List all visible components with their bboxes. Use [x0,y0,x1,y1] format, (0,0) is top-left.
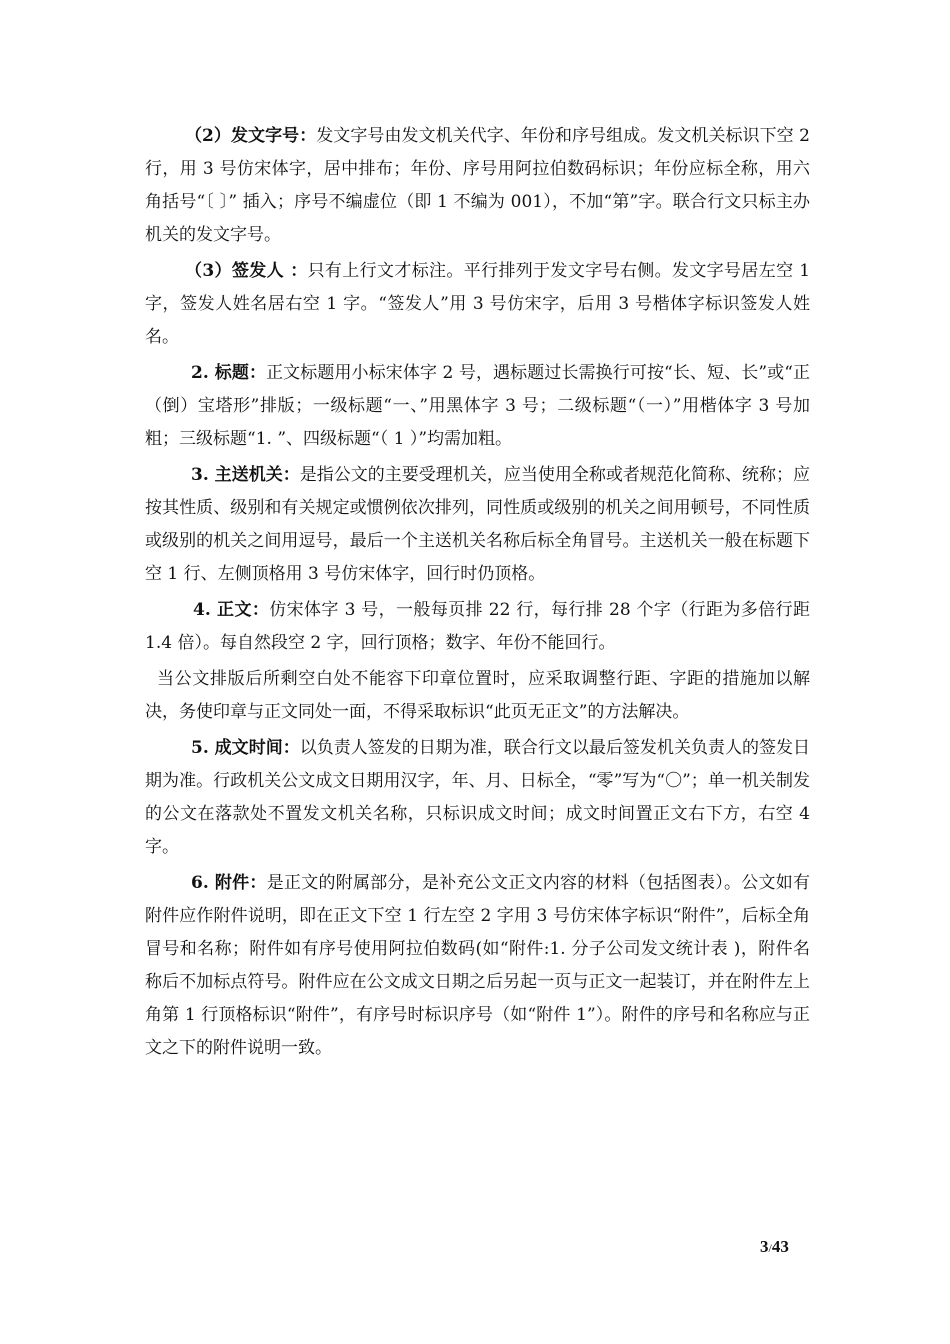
paragraph-text: 当公文排版后所剩空白处不能容下印章位置时，应采取调整行距、字距的措施加以解决，务使印章与正文同处一面，不得采取标识“此页无正文”的方法解决。 [145,669,810,722]
paragraph-heading: 4. 正文： [193,600,270,620]
paragraph-body-text [145,594,810,660]
paragraph-issue-date [145,732,810,864]
paragraph-heading: 6. 附件： [191,873,267,893]
paragraph-text: 发文字号由发文机关代字、年份和序号组成。发文机关标识下空 2 行，用 3 号仿宋体字，居中排布；年份、序号用阿拉伯数码标识；年份应标全称，用六角括号“〔 〕” 插入；序号不编虚位（即 1 不编为 001），不加“第”字。联合行文只标主办机关的发文字号。 [145,126,810,245]
paragraph-heading: （3）签发人 ： [185,261,308,281]
paragraph-seal-layout [145,663,810,729]
paragraph-document-number [145,120,810,252]
page-number [760,1236,820,1259]
page-current: 3 [760,1237,769,1256]
paragraph-text: 是指公文的主要受理机关，应当使用全称或者规范化简称、统称；应按其性质、级别和有关规定或惯例依次排列，同性质或级别的机关之间用顿号，不同性质或级别的机关之间用逗号，最后一个主送机关名称后标全角冒号。主送机关一般在标题下空 1 行、左侧顶格用 3 号仿宋体字，回行时仍顶格。 [145,465,811,584]
paragraph-text: 以负责人签发的日期为准，联合行文以最后签发机关负责人的签发日期为准。行政机关公文成文日期用汉字，年、月、日标全，“零”写为“〇”；单一机关制发的公文在落款处不置发文机关名称，只标识成文时间；成文时间置正文右下方，右空 4 字。 [145,738,811,857]
paragraph-attachment [145,867,810,1065]
paragraph-text: 只有上行文才标注。平行排列于发文字号右侧。发文字号居左空 1 字，签发人姓名居右空 1 字。“签发人”用 3 号仿宋字，后用 3 号楷体字标识签发人姓名。 [145,261,811,347]
paragraph-text: 正文标题用小标宋体字 2 号，遇标题过长需换行可按“长、短、长”或“正（倒）宝塔形”排版；一级标题“一、”用黑体字 3 号；二级标题“（一）”用楷体字 3 号加粗；三级标题“1. ”、四级标题“（ 1 ）”均需加粗。 [145,363,810,449]
paragraph-heading: 5. 成文时间： [191,738,300,758]
paragraph-heading: 2. 标题： [191,363,267,383]
paragraph-title [145,357,810,456]
paragraph-signer [145,255,810,354]
document-body [145,120,810,1068]
paragraph-heading: 3. 主送机关： [191,465,300,485]
paragraph-text: 是正文的附属部分，是补充公文正文内容的材料（包括图表）。公文如有附件应作附件说明，即在正文下空 1 行左空 2 字用 3 号仿宋体字标识“附件”，后标全角冒号和名称；附件如有序号使用阿拉伯数码(如“附件:1. 分子公司发文统计表 )，附件名称后不加标点符号。附件应在公文成文日期之后另起一页与正文一起装订，并在附件左上角第 1 行顶格标识“附件”，有序号时标识序号（如“附件 1”）。附件的序号和名称应与正文之下的附件说明一致。 [145,873,811,1058]
paragraph-main-recipient [145,459,810,591]
paragraph-text: 仿宋体字 3 号，一般每页排 22 行，每行排 28 个字（行距为多倍行距 1.4 倍）。每自然段空 2 字，回行顶格；数字、年份不能回行。 [145,600,810,653]
paragraph-heading: （2）发文字号： [185,126,317,146]
page-total: 43 [771,1237,789,1256]
page-separator: / [768,1241,772,1255]
